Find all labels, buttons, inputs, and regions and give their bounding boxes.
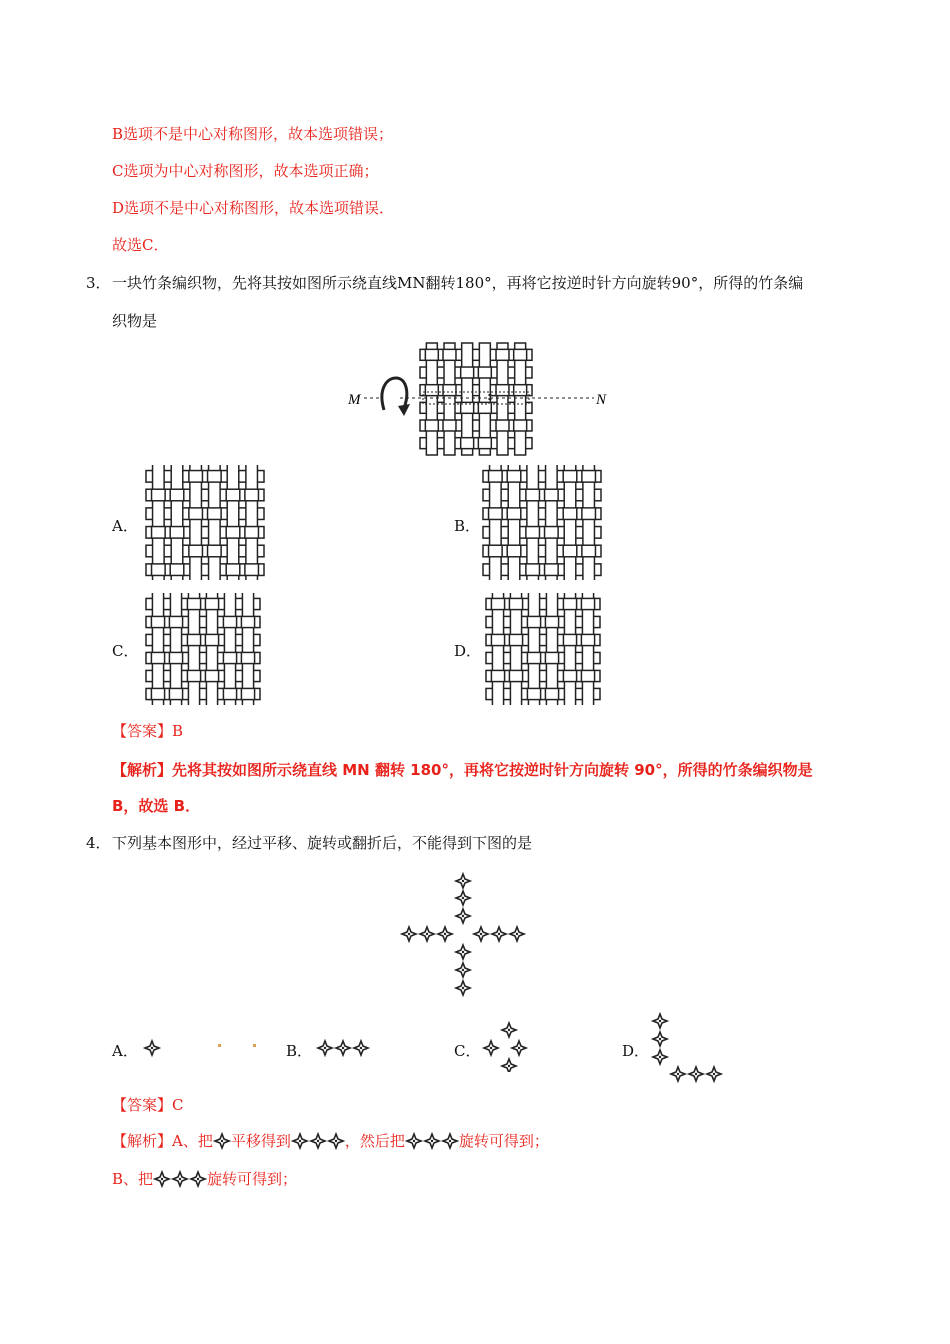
star-center-dot bbox=[659, 1038, 661, 1040]
q3-number: 3． bbox=[86, 274, 111, 292]
weave-crossing bbox=[514, 420, 527, 431]
q3-option-c-figure bbox=[145, 593, 270, 705]
weave-crossing bbox=[582, 471, 596, 483]
q4-analysis-b-2: 旋转可得到； bbox=[207, 1170, 298, 1188]
weave-crossing bbox=[151, 688, 164, 699]
weave-crossing bbox=[169, 688, 182, 699]
star-center-dot bbox=[490, 1047, 492, 1049]
star-center-dot bbox=[677, 1073, 679, 1075]
weave-vertical-strip bbox=[227, 465, 239, 580]
curved-flip-arrow-icon bbox=[382, 378, 410, 416]
star-center-dot bbox=[518, 1047, 520, 1049]
q4-analysis-a-1: A、把 bbox=[172, 1132, 213, 1150]
star-center-dot bbox=[221, 1140, 223, 1142]
weave-vertical-strip bbox=[153, 465, 165, 580]
weave-crossing bbox=[514, 349, 527, 360]
weave-crossing bbox=[581, 598, 594, 609]
weave-crossing bbox=[563, 670, 576, 681]
weave-crossing bbox=[425, 349, 438, 360]
q3-text-line1: 一块竹条编织物，先将其按如图所示绕直线MN翻转180°，再将它按逆时针方向旋转90°，所得的竹条编 bbox=[112, 274, 804, 292]
weave-crossing bbox=[496, 420, 509, 431]
star-center-dot bbox=[408, 933, 410, 935]
star-center-dot bbox=[197, 1178, 199, 1180]
q3-analysis-text1: 先将其按如图所示绕直线 MN 翻转 180°，再将它按逆时针方向旋转 90°，所得的竹条编织物是 bbox=[172, 761, 813, 779]
star-center-dot bbox=[179, 1178, 181, 1180]
weave-crossing bbox=[205, 598, 218, 609]
star-center-dot bbox=[360, 1047, 362, 1049]
q3-option-a-figure bbox=[145, 465, 270, 580]
star-row-icon bbox=[405, 1132, 459, 1150]
star-row-icon bbox=[153, 1170, 207, 1188]
star-row-icon bbox=[291, 1132, 345, 1150]
weave-crossing bbox=[170, 527, 184, 539]
prev-line-c: C选项为中心对称图形，故本选项正确； bbox=[112, 162, 379, 180]
q4-main-figure bbox=[395, 870, 535, 1000]
star-center-dot bbox=[659, 1020, 661, 1022]
weave-crossing bbox=[478, 438, 491, 449]
weave-crossing bbox=[545, 489, 559, 501]
star-center-dot bbox=[462, 969, 464, 971]
weave-crossing bbox=[509, 670, 522, 681]
weave-crossing bbox=[563, 471, 577, 483]
star-center-dot bbox=[413, 1140, 415, 1142]
q4-option-c-figure bbox=[480, 1020, 536, 1072]
star-center-dot bbox=[462, 915, 464, 917]
weave-crossing bbox=[545, 688, 558, 699]
weave-crossing bbox=[151, 616, 164, 627]
weave-crossing bbox=[189, 508, 203, 520]
star-center-dot bbox=[498, 933, 500, 935]
weave-crossing bbox=[223, 616, 236, 627]
weave-crossing bbox=[241, 616, 254, 627]
weave-crossing bbox=[223, 688, 236, 699]
q4-option-d-figure bbox=[648, 1010, 728, 1086]
weave-crossing bbox=[581, 634, 594, 645]
weave-crossing bbox=[509, 598, 522, 609]
weave-crossing bbox=[189, 471, 203, 483]
weave-crossing bbox=[208, 508, 222, 520]
weave-crossing bbox=[563, 545, 577, 557]
q3-option-d-figure bbox=[485, 593, 617, 705]
q4-number: 4． bbox=[86, 834, 111, 852]
q3-analysis-text2: B，故选 B． bbox=[112, 797, 201, 815]
star-center-dot bbox=[462, 987, 464, 989]
star-center-dot bbox=[335, 1140, 337, 1142]
star-center-dot bbox=[426, 933, 428, 935]
q4-option-b-label: B． bbox=[286, 1042, 313, 1060]
weave-crossing bbox=[563, 598, 576, 609]
star-center-dot bbox=[431, 1140, 433, 1142]
q4-analysis-label: 【解析】 bbox=[112, 1132, 173, 1150]
weave-crossing bbox=[507, 508, 521, 520]
q4-option-d-label: D． bbox=[622, 1042, 650, 1060]
weave-crossing bbox=[491, 670, 504, 681]
weave-crossing bbox=[152, 489, 166, 501]
weave-crossing bbox=[545, 564, 559, 576]
weave-crossing bbox=[509, 634, 522, 645]
weave-vertical-strip bbox=[171, 465, 183, 580]
q4-answer-value: C bbox=[172, 1096, 184, 1114]
star-center-dot bbox=[659, 1056, 661, 1058]
label-m: M bbox=[348, 392, 361, 408]
q3-weave-main bbox=[420, 343, 532, 455]
star-center-dot bbox=[317, 1140, 319, 1142]
star-center-dot bbox=[508, 1029, 510, 1031]
weave-crossing bbox=[205, 634, 218, 645]
weave-vertical-strip bbox=[527, 465, 539, 580]
q3-answer-label: 【答案】 bbox=[112, 722, 173, 740]
weave-crossing bbox=[545, 616, 558, 627]
prev-line-d: D选项不是中心对称图形，故本选项错误． bbox=[112, 199, 395, 217]
q3-option-b-label: B． bbox=[454, 517, 481, 535]
weave-crossing bbox=[527, 688, 540, 699]
weave-crossing bbox=[581, 670, 594, 681]
q3-option-b-figure bbox=[482, 465, 614, 580]
q4-option-b-figure bbox=[314, 1036, 378, 1060]
weave-crossing bbox=[443, 349, 456, 360]
q3-text-line2: 织物是 bbox=[112, 312, 158, 330]
weave-crossing bbox=[496, 349, 509, 360]
weave-crossing bbox=[545, 652, 558, 663]
q4-analysis-b-1: B、把 bbox=[112, 1170, 154, 1188]
star-center-dot bbox=[342, 1047, 344, 1049]
weave-crossing bbox=[245, 527, 259, 539]
star-center-dot bbox=[324, 1047, 326, 1049]
weave-crossing bbox=[226, 564, 240, 576]
weave-crossing bbox=[491, 634, 504, 645]
star-center-dot bbox=[462, 951, 464, 953]
q3-option-a-label: A． bbox=[112, 517, 138, 535]
weave-vertical-strip bbox=[546, 465, 558, 580]
prev-line-b: B选项不是中心对称图形，故本选项错误； bbox=[112, 125, 394, 143]
weave-crossing bbox=[582, 508, 596, 520]
weave-crossing bbox=[223, 652, 236, 663]
weave-crossing bbox=[205, 670, 218, 681]
star-icon bbox=[213, 1132, 231, 1150]
star-center-dot bbox=[462, 897, 464, 899]
star-center-dot bbox=[299, 1140, 301, 1142]
weave-crossing bbox=[425, 385, 438, 396]
weave-crossing bbox=[526, 489, 540, 501]
weave-crossing bbox=[526, 564, 540, 576]
star-center-dot bbox=[516, 933, 518, 935]
q4-analysis-a-4: 旋转可得到； bbox=[458, 1132, 549, 1150]
dot-mark bbox=[218, 1044, 221, 1047]
weave-crossing bbox=[187, 598, 200, 609]
star-center-dot bbox=[449, 1140, 451, 1142]
q3-analysis-label: 【解析】 bbox=[112, 761, 173, 779]
weave-crossing bbox=[514, 385, 527, 396]
weave-crossing bbox=[187, 670, 200, 681]
weave-crossing bbox=[491, 598, 504, 609]
weave-crossing bbox=[489, 545, 503, 557]
weave-crossing bbox=[170, 564, 184, 576]
dot-mark bbox=[253, 1044, 256, 1047]
weave-crossing bbox=[582, 545, 596, 557]
weave-crossing bbox=[527, 652, 540, 663]
q4-option-a-figure bbox=[140, 1036, 270, 1060]
weave-crossing bbox=[226, 489, 240, 501]
weave-vertical-strip bbox=[246, 465, 258, 580]
weave-crossing bbox=[461, 367, 474, 378]
weave-crossing bbox=[151, 652, 164, 663]
prev-conclusion: 故选C． bbox=[112, 236, 169, 254]
weave-crossing bbox=[461, 438, 474, 449]
weave-crossing bbox=[152, 564, 166, 576]
weave-crossing bbox=[563, 634, 576, 645]
weave-crossing bbox=[152, 527, 166, 539]
star-center-dot bbox=[151, 1047, 153, 1049]
weave-crossing bbox=[526, 527, 540, 539]
q3-answer-value: B bbox=[172, 722, 184, 740]
weave-crossing bbox=[170, 489, 184, 501]
q3-main-figure bbox=[340, 340, 630, 460]
weave-crossing bbox=[245, 564, 259, 576]
q4-option-a-label: A． bbox=[112, 1042, 138, 1060]
q3-option-c-label: C． bbox=[112, 642, 139, 660]
weave-crossing bbox=[241, 652, 254, 663]
q4-option-c-label: C． bbox=[454, 1042, 481, 1060]
weave-crossing bbox=[245, 489, 259, 501]
weave-crossing bbox=[507, 545, 521, 557]
weave-crossing bbox=[208, 471, 222, 483]
weave-crossing bbox=[169, 652, 182, 663]
weave-crossing bbox=[443, 385, 456, 396]
star-center-dot bbox=[161, 1178, 163, 1180]
weave-crossing bbox=[545, 527, 559, 539]
weave-crossing bbox=[489, 508, 503, 520]
star-center-dot bbox=[508, 1065, 510, 1067]
star-center-dot bbox=[713, 1073, 715, 1075]
weave-crossing bbox=[527, 616, 540, 627]
weave-crossing bbox=[489, 471, 503, 483]
weave-crossing bbox=[478, 367, 491, 378]
star-center-dot bbox=[462, 880, 464, 882]
weave-crossing bbox=[563, 508, 577, 520]
label-n: N bbox=[596, 392, 607, 408]
star-center-dot bbox=[480, 933, 482, 935]
weave-crossing bbox=[443, 420, 456, 431]
q4-analysis-a-2: 平移得到 bbox=[230, 1132, 291, 1150]
star-center-dot bbox=[444, 933, 446, 935]
q4-answer-label: 【答案】 bbox=[112, 1096, 173, 1114]
q4-text: 下列基本图形中，经过平移、旋转或翻折后，不能得到下图的是 bbox=[112, 834, 533, 852]
q3-option-d-label: D． bbox=[454, 642, 482, 660]
weave-crossing bbox=[507, 471, 521, 483]
q4-analysis-a-3: ，然后把 bbox=[344, 1132, 405, 1150]
star-center-dot bbox=[695, 1073, 697, 1075]
weave-crossing bbox=[208, 545, 222, 557]
weave-crossing bbox=[496, 385, 509, 396]
weave-crossing bbox=[425, 420, 438, 431]
weave-crossing bbox=[226, 527, 240, 539]
weave-crossing bbox=[169, 616, 182, 627]
weave-crossing bbox=[241, 688, 254, 699]
weave-crossing bbox=[187, 634, 200, 645]
weave-crossing bbox=[189, 545, 203, 557]
